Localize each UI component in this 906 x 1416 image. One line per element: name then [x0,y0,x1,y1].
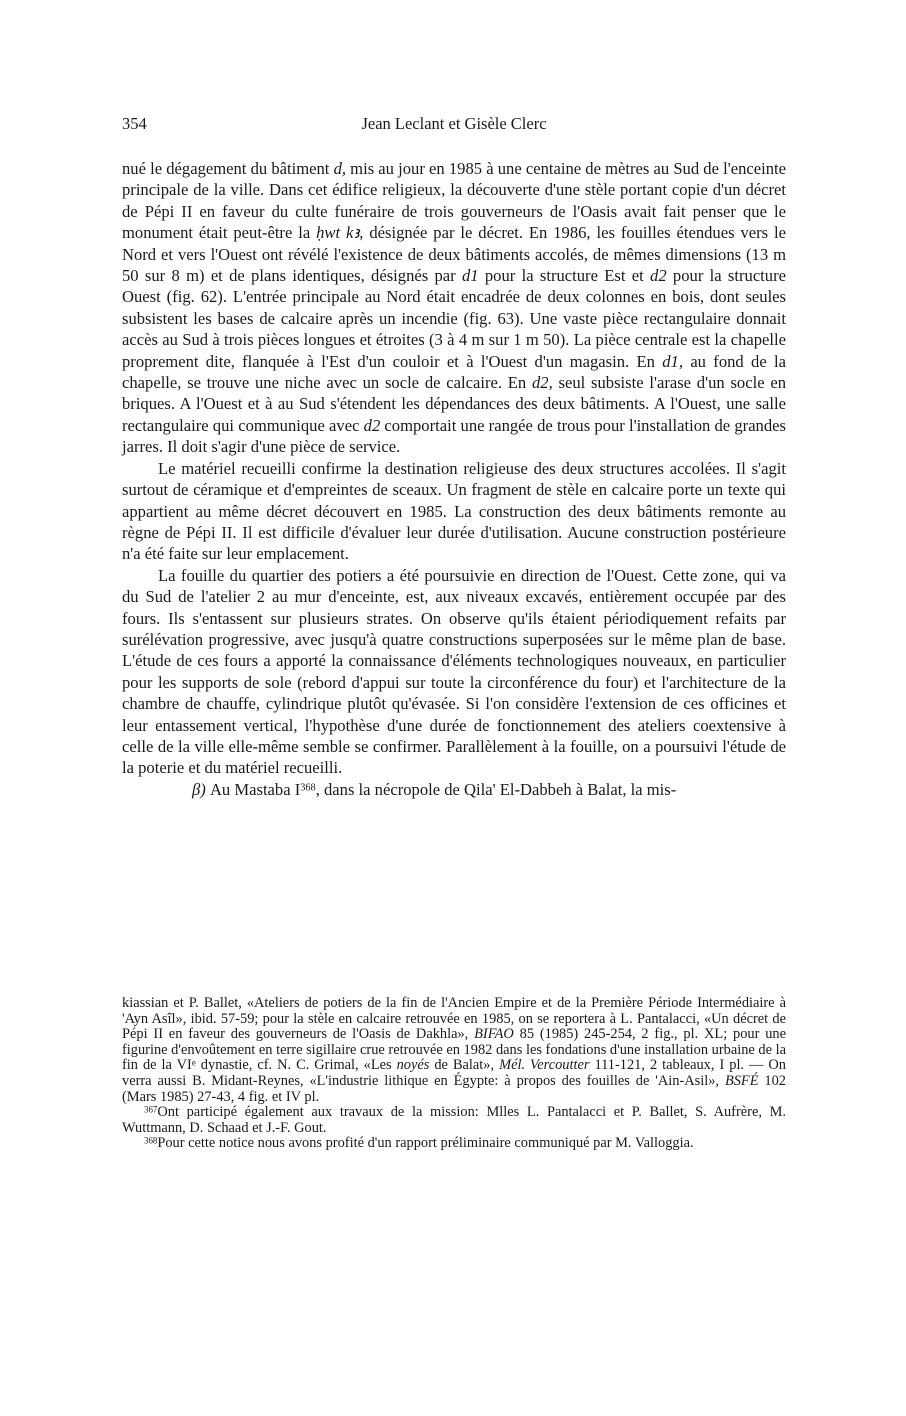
italic-term: d2 [363,415,381,435]
italic-term: Mél. Vercoutter [499,1057,590,1074]
italic-term: d1 [461,266,479,286]
text-run: désignée par le décret. En 1986, les fouilles étendues vers le Nord et vers l'Ouest ont révélé l'existence de deux bâtiments accolés, de mêmes dimensions (13 m 50 sur 8 m) et de plans identiques, désignés par [122,223,786,286]
text-run: 102 (Mars 1985) 27-43, 4 fig. et IV pl. [122,1072,787,1105]
footnote-number: 367 [144,1104,158,1115]
text-run: , dans la nécropole de Qila' El-Dabbeh à Balat, la mis- [315,779,677,799]
footnote-ref: 368 [300,782,316,794]
paragraph-material: Le matériel recueilli confirme la destination religieuse des deux structures accolées. Il s'agit surtout de céramique et d'empreintes de sceaux. Un fragment de stèle en calcaire porte un texte qui appartient au même décret découvert en 1985. La construction des deux bâtiments remonte au règne de Pépi II. Il est difficile d'évaluer leur durée d'utilisation. Aucune construction postérieure n'a été faite sur leur emplacement. [122,458,786,564]
page-number: 354 [122,114,147,133]
italic-term: noyés [396,1057,430,1074]
running-title: Jean Leclant et Gisèle Clerc [361,114,547,133]
footnotes [122,996,786,1152]
text-run: 85 (1985) 245-254, 2 fig., pl. XL; pour une figurine d'envoûtement en terre sigillaire crue retrouvée en 1982 dans les fondations d'une installation urbaine de la fin de la VI [122,1026,787,1074]
italic-term: BIFAO [474,1026,514,1043]
text-run: 111-121, 2 tableaux, I pl. — On verra aussi B. Midant-Reynes, «L'industrie lithique en Égypte: à propos des fouilles de 'Ain-Asil», [122,1057,786,1089]
running-header [122,114,786,138]
text-run: pour la structure Ouest (fig. 62). L'entrée principale au Nord était encadrée de deux colonnes en bois, dont seules subsistent les bases de calcaire après un incendie (fig. 63). Une vaste pièce rectangulaire donnait accès au Sud à trois pièces longues et étroites (3 à 4 m sur 1 m 50). La pièce centrale est la chapelle proprement dite, flanquée à l'Est d'un couloir et à l'Ouest d'un magasin. En [122,266,786,371]
italic-term: BSFÉ [724,1072,759,1089]
italic-term: d2 [650,266,667,286]
footnote-continuation [122,996,786,1105]
text-run: mis au jour en 1985 à une centaine de mètres au Sud de l'enceinte principale de la ville. Dans cet édifice religieux, la découverte d'une stèle portant copie d'un décret de Pépi II en faveur du culte funéraire de trois gouverneurs de l'Oasis avait fait penser que le monument était peut-être la [122,159,786,243]
paragraph-potters-quarter: La fouille du quartier des potiers a été poursuivie en direction de l'Ouest. Cette zone, qui va du Sud de l'atelier 2 au mur d'enceinte, est, aux niveaux excavés, entièrement occupée par des fours. Ils s'entassent sur plusieurs strates. On observe qu'ils étaient périodiquement refaits par surélévation progressive, avec jusqu'à quatre constructions superposées sur le même plan de base. L'étude de ces fours a apporté la connaissance d'éléments technologiques nouveaux, en particulier pour les supports de sole (rebord d'appui sur toute la circonférence du four) et l'architecture de la chambre de chauffe, cylindrique plutôt qu'évasée. Si l'on considère l'extension de ces officines et leur entassement vertical, l'hypothèse d'une durée de fonctionnement des ateliers coextensive à celle de la ville elle-même semble se confirmer. Parallèlement à la fouille, on a poursuivi l'étude de la poterie et du matériel recueilli. [122,565,786,778]
italic-term: d, [333,159,347,178]
main-text [122,158,786,800]
text-run: pour la structure Est et [478,266,651,286]
text-run: kiassian et P. Ballet, «Ateliers de potiers de la fin de l'Ancien Empire et de la Première Période Intermédiaire à 'Ayn Asîl», ibid. 57-59; pour la stèle en calcaire retrouvée en 1985, on se reportera à L. Pantalacci, «Un décret de Pépi II en faveur des gouverneurs de l'Oasis de Dakhla», [122,995,786,1043]
footnote-text: Ont participé également aux travaux de la mission: Mlles L. Pantalacci et P. Ballet, S. Aufrère, M. Wuttmann, D. Schaad et J.-F. Gout. [122,1104,786,1136]
footnote-367 [122,1105,786,1136]
italic-term: d1, [662,351,683,371]
footnote-368 [122,1136,786,1152]
paragraph-building-d [122,158,786,458]
text-run: au fond de la chapelle, se trouve une niche avec un socle de calcaire. En [122,351,786,393]
footnote-number: 368 [144,1135,158,1146]
text-run: dynastie, cf. N. C. Grimal, «Les [195,1057,397,1074]
text-run: de Balat», [429,1057,500,1074]
footnote-text: Pour cette notice nous avons profité d'un rapport préliminaire communiqué par M. Valloggia. [157,1135,694,1152]
text-run: comportait une rangée de trous pour l'installation de grandes jarres. Il doit s'agir d'une pièce de service. [122,415,786,457]
italic-term: d2, [531,373,553,393]
superscript: e [191,1057,196,1068]
section-marker: β) [192,779,206,799]
paragraph-mastaba [122,779,786,800]
text-run: seul subsiste l'arase d'un socle en briques. A l'Ouest et à au Sud s'étendent les dépendances des deux bâtiments. A l'Ouest, une salle rectangulaire qui communique avec [122,373,786,435]
italic-term: ḥwt kꜣ, [316,223,364,243]
text-run: Au Mastaba I [205,779,301,799]
text-run: nué le dégagement du bâtiment [122,159,334,178]
